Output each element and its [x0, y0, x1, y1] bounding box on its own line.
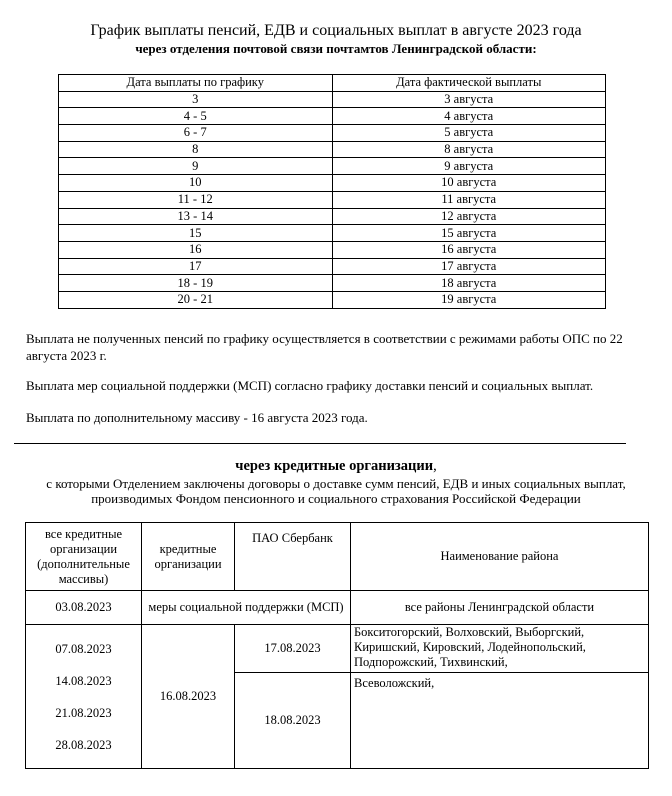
- additional-date: 28.08.2023: [55, 737, 112, 752]
- note-additional-array: Выплата по дополнительному массиву - 16 августа 2023 года.: [26, 410, 368, 425]
- table-row: [59, 225, 606, 242]
- schedule-actual-date: 17 августа: [332, 258, 606, 275]
- section2-title: [0, 458, 672, 475]
- sber-districts-2: Всеволожский,: [351, 673, 649, 769]
- credit-sber-row-1: [26, 625, 649, 673]
- credit-table: [25, 522, 649, 769]
- schedule-scheduled-date: 20 - 21: [59, 291, 333, 308]
- schedule-header-row: [59, 75, 606, 92]
- schedule-body: [59, 91, 606, 308]
- schedule-actual-date: 11 августа: [332, 191, 606, 208]
- table-row: [59, 291, 606, 308]
- schedule-header-scheduled: Дата выплаты по графику: [59, 75, 333, 92]
- page-subtitle: через отделения почтовой связи почтамтов Ленинградской области:: [135, 41, 537, 56]
- section2-description: с которыми Отделением заключены договоры о доставке сумм пенсий, ЕДВ и иных социальных выплат, производимых Фондом пенсионного и социального страхования Российской Федерации: [46, 476, 626, 506]
- schedule-scheduled-date: 4 - 5: [59, 108, 333, 125]
- schedule-actual-date: 12 августа: [332, 208, 606, 225]
- section2-title-bold: через кредитные организации: [235, 458, 434, 474]
- table-row: [59, 175, 606, 192]
- note-msp: Выплата мер социальной поддержки (МСП) согласно графику доставки пенсий и социальных выплат.: [26, 378, 594, 393]
- table-row: [59, 275, 606, 292]
- credit-msp-row: [26, 591, 649, 625]
- sber-date-2: 18.08.2023: [235, 673, 351, 769]
- schedule-actual-date: 19 августа: [332, 291, 606, 308]
- schedule-scheduled-date: 18 - 19: [59, 275, 333, 292]
- schedule-scheduled-date: 3: [59, 91, 333, 108]
- schedule-actual-date: 9 августа: [332, 158, 606, 175]
- credit-additional-dates: [26, 625, 142, 769]
- table-row: [59, 125, 606, 142]
- table-row: [59, 141, 606, 158]
- table-row: [59, 91, 606, 108]
- note-unclaimed-pensions: Выплата не полученных пенсий по графику осуществляется в соответствии с режимами работы ОПС по 22 августа 2023 г.: [26, 331, 623, 363]
- schedule-actual-date: 4 августа: [332, 108, 606, 125]
- schedule-scheduled-date: 15: [59, 225, 333, 242]
- credit-msp-date: 03.08.2023: [26, 591, 142, 625]
- schedule-scheduled-date: 13 - 14: [59, 208, 333, 225]
- table-row: [59, 208, 606, 225]
- additional-date: 14.08.2023: [55, 673, 112, 688]
- schedule-scheduled-date: 17: [59, 258, 333, 275]
- section-divider: [14, 443, 626, 444]
- schedule-actual-date: 18 августа: [332, 275, 606, 292]
- additional-date: 21.08.2023: [55, 705, 112, 720]
- schedule-actual-date: 3 августа: [332, 91, 606, 108]
- credit-header-credit-orgs: кредитные организации: [142, 523, 235, 591]
- schedule-actual-date: 5 августа: [332, 125, 606, 142]
- credit-org-date: 16.08.2023: [142, 625, 235, 769]
- table-row: [59, 258, 606, 275]
- schedule-scheduled-date: 9: [59, 158, 333, 175]
- sber-districts-1: Бокситогорский, Волховский, Выборгский, Киришский, Кировский, Лодейнопольский, Подпорожский, Тихвинский,: [351, 625, 649, 673]
- schedule-actual-date: 16 августа: [332, 241, 606, 258]
- schedule-scheduled-date: 16: [59, 241, 333, 258]
- additional-date: 07.08.2023: [55, 641, 112, 656]
- credit-header-sberbank: ПАО Сбербанк: [235, 523, 351, 591]
- schedule-header-actual: Дата фактической выплаты: [332, 75, 606, 92]
- table-row: [59, 241, 606, 258]
- credit-msp-districts: все районы Ленинградской области: [351, 591, 649, 625]
- credit-header-row: [26, 523, 649, 591]
- credit-msp-label: меры социальной поддержки (МСП): [142, 591, 351, 625]
- schedule-scheduled-date: 8: [59, 141, 333, 158]
- credit-header-all-orgs: все кредитные организации (дополнительные массивы): [26, 523, 142, 591]
- schedule-actual-date: 15 августа: [332, 225, 606, 242]
- table-row: [59, 108, 606, 125]
- table-row: [59, 158, 606, 175]
- sber-date-1: 17.08.2023: [235, 625, 351, 673]
- credit-header-district: Наименование района: [351, 523, 649, 591]
- page-title: График выплаты пенсий, ЕДВ и социальных выплат в августе 2023 года: [90, 22, 582, 39]
- schedule-actual-date: 8 августа: [332, 141, 606, 158]
- schedule-table: [58, 74, 606, 309]
- schedule-scheduled-date: 6 - 7: [59, 125, 333, 142]
- schedule-scheduled-date: 10: [59, 175, 333, 192]
- schedule-actual-date: 10 августа: [332, 175, 606, 192]
- schedule-scheduled-date: 11 - 12: [59, 191, 333, 208]
- table-row: [59, 191, 606, 208]
- section2-title-tail: ,: [433, 458, 437, 474]
